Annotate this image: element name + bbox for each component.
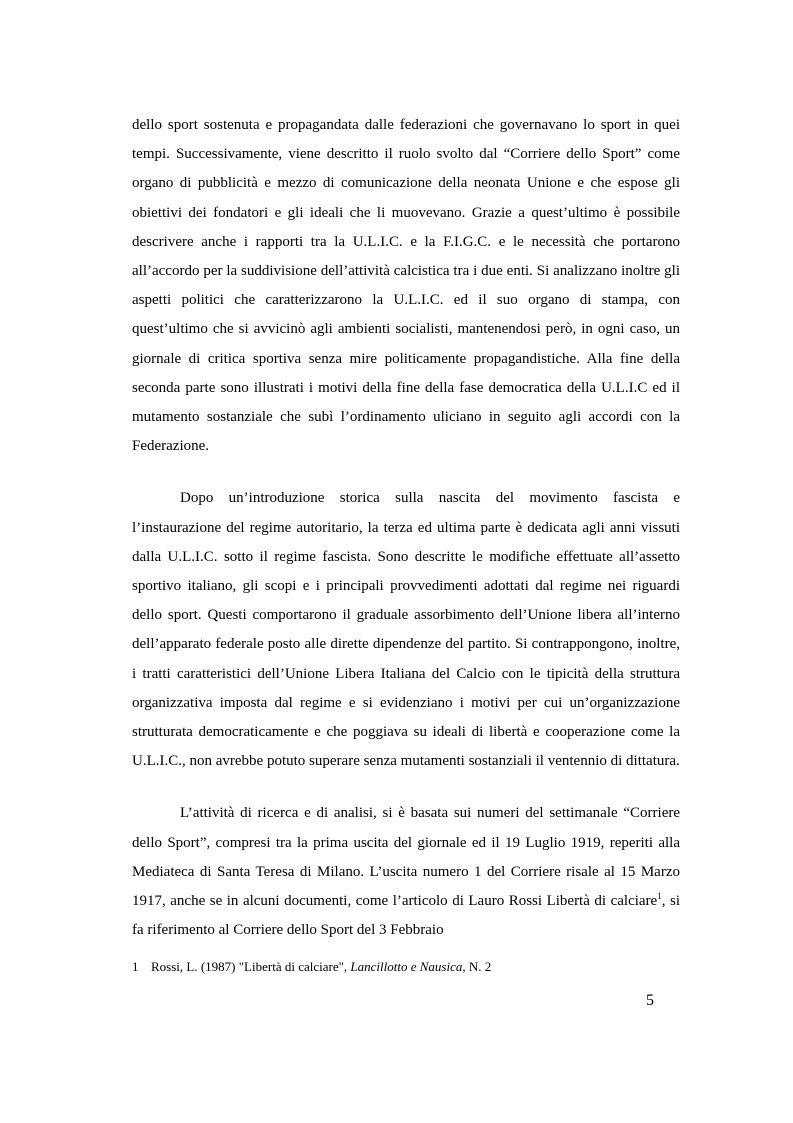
body-text [132,111,680,945]
paragraph-3-text-continued: , si fa riferimento al Corriere dello Sport del 3 Febbraio [132,893,680,939]
paragraph-spacer [132,776,680,799]
footnote-number: 1 [132,959,139,974]
paragraph-1: dello sport sostenuta e propagandata dalle federazioni che governavano lo sport in quei tempi. Successivamente, viene descritto il ruolo svolto dal “Corriere dello Sport” come organo di pubblicità e mezzo di comunicazione della neonata Unione e che espose gli obiettivi dei fondatori e gli ideali che li muovevano. Grazie a quest’ultimo è possibile descrivere anche i rapporti tra la U.L.I.C. e la F.I.G.C. e le necessità che portarono all’accordo per la suddivisione dell’attività calcistica tra i due enti. Si analizzano inoltre gli aspetti politici che caratterizzarono la U.L.I.C. ed il suo organo di stampa, con quest’ultimo che si avvicinò agli ambienti socialisti, mantenendosi però, in ogni caso, un giornale di critica sportiva senza mire politicamente propagandistiche. Alla fine della seconda parte sono illustrati i motivi della fine della fase democratica della U.L.I.C ed il mutamento sostanziale che subì l’ordinamento uliciano in seguito agli accordi con la Federazione. [132,117,680,455]
paragraph-2: Dopo un’introduzione storica sulla nascita del movimento fascista e l’instaurazione del regime autoritario, la terza ed ultima parte è dedicata agli anni vissuti dalla U.L.I.C. sotto il regime fascista. Sono descritte le modifiche effettuate all’assetto sportivo italiano, gli scopi e i principali provvedimenti adottati dal regime nei riguardi dello sport. Questi comportarono il graduale assorbimento dell’Unione libera all’interno dell’apparato federale posto alle dirette dipendenze del partito. Si contrappongono, inoltre, i tratti caratteristici dell’Unione Libera Italiana del Calcio con le tipicità della struttura organizzativa imposta dal regime e si evidenziano i motivi per cui un’organizzazione strutturata democraticamente e che poggiava su ideali di libertà e cooperazione come la U.L.I.C., non avrebbe potuto superare senza mutamenti sostanziali il ventennio di dittatura. [132,490,680,770]
footnote-text: Rossi, L. (1987) "Libertà di calciare", [151,959,351,974]
paragraph-3-text: L’attività di ricerca e di analisi, si è basata sui numeri del settimanale “Corriere dello Sport”, compresi tra la prima uscita del giornale ed il 19 Luglio 1919, reperiti alla Mediateca di Santa Teresa di Milano. L’uscita numero 1 del Corriere risale al 15 Marzo 1917, anche se in alcuni documenti, come l’articolo di Lauro Rossi Libertà di calciare [132,805,680,910]
paragraph-spacer [132,461,680,484]
paragraph-3 [132,799,680,945]
footnote-issue: , N. 2 [462,959,492,974]
page-number: 5 [646,992,654,1009]
footnote [132,958,680,976]
footnote-reference[interactable]: 1 [657,891,662,902]
footnote-journal-title: Lancillotto e Nausica [350,959,463,974]
